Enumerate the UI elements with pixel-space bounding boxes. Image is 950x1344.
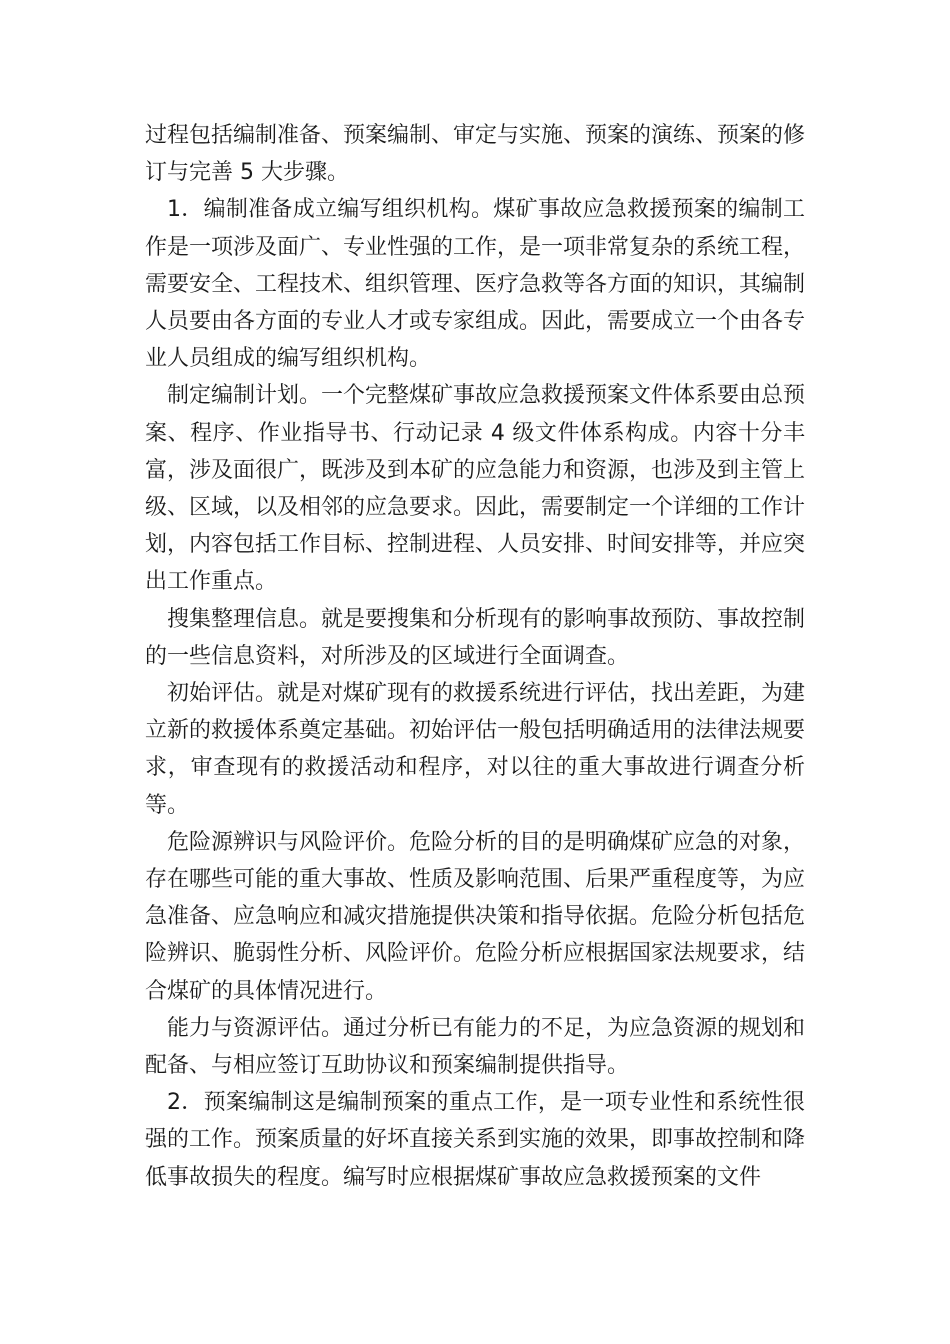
paragraph-capability-assessment: 能力与资源评估。通过分析已有能力的不足，为应急资源的规划和配备、与相应签订互助协议和预案编制提供指导。 [145, 1015, 806, 1079]
paragraph-plan: 制定编制计划。一个完整煤矿事故应急救援预案文件体系要由总预案、程序、作业指导书、行动记录 4 级文件体系构成。内容十分丰富，涉及面很广，既涉及到本矿的应急能力和资源，也涉及到主管上级、区域，以及相邻的应急要求。因此，需要制定一个详细的工作计划，内容包括工作目标、控制进程、人员安排、时间安排等，并应突出工作重点。 [145, 383, 806, 595]
paragraph-step-1-preparation: 1．编制准备成立编写组织机构。煤矿事故应急救援预案的编制工作是一项涉及面广、专业性强的工作，是一项非常复杂的系统工程，需要安全、工程技术、组织管理、医疗急救等各方面的知识，其编制人员要由各方面的专业人才或专家组成。因此，需要成立一个由各专业人员组成的编写组织机构。 [145, 197, 806, 372]
paragraph-initial-assessment: 初始评估。就是对煤矿现有的救援系统进行评估，找出差距，为建立新的救援体系奠定基础。初始评估一般包括明确适用的法律法规要求，审查现有的救援活动和程序，对以往的重大事故进行调查分析等。 [145, 681, 806, 818]
paragraph-step-2-drafting: 2．预案编制这是编制预案的重点工作，是一项专业性和系统性很强的工作。预案质量的好坏直接关系到实施的效果，即事故控制和降低事故损失的程度。编写时应根据煤矿事故应急救援预案的文件 [145, 1090, 806, 1190]
document-body [145, 117, 805, 1196]
paragraph-hazard-identification: 危险源辨识与风险评价。危险分析的目的是明确煤矿应急的对象，存在哪些可能的重大事故、性质及影响范围、后果严重程度等，为应急准备、应急响应和减灾措施提供决策和指导依据。危险分析包括危险辨识、脆弱性分析、风险评价。危险分析应根据国家法规要求，结合煤矿的具体情况进行。 [145, 829, 806, 1004]
paragraph-intro: 过程包括编制准备、预案编制、审定与实施、预案的演练、预案的修订与完善 5 大步骤。 [145, 123, 806, 186]
paragraph-collect-info: 搜集整理信息。就是要搜集和分析现有的影响事故预防、事故控制的一些信息资料，对所涉及的区域进行全面调查。 [145, 606, 806, 669]
